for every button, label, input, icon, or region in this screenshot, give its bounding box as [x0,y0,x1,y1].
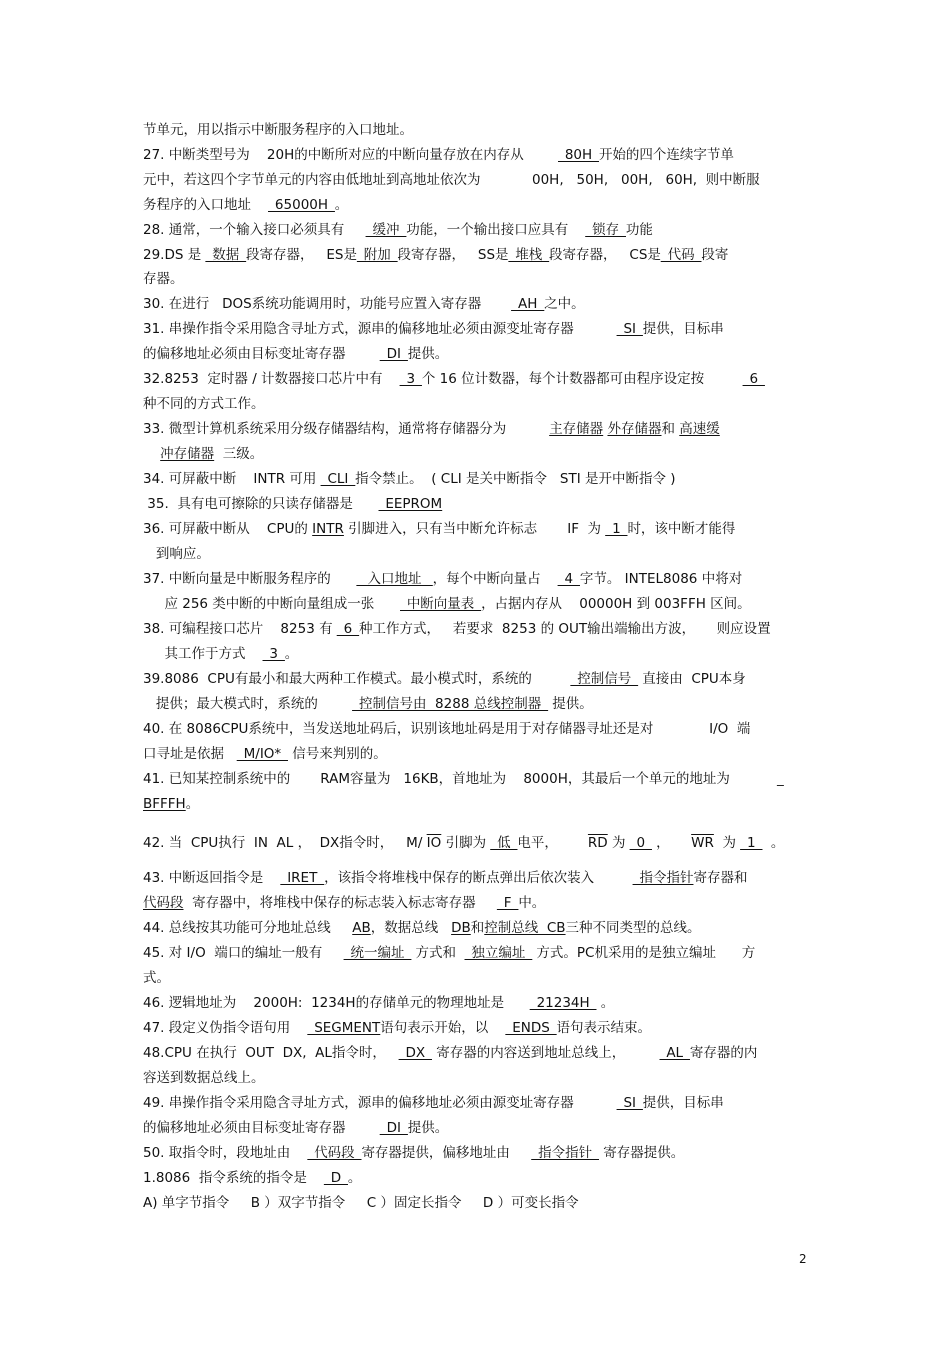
answer-blank: _65000H_ [268,197,335,213]
answer-blank: _21234H_ [529,995,597,1011]
text-line [143,270,813,288]
text-segment: 语句表示开始，以 [380,1020,506,1036]
answer-blank: _锁存_ [585,222,626,238]
text-segment: 电平， [517,835,588,851]
text-segment: 33. 微型计算机系统采用分级存储器结构，通常将存储器分为 [143,421,550,437]
text-line [143,1194,813,1212]
text-segment: 28. 通常，一个输入接口必须具有 [143,222,366,238]
answer-blank: _SI_ [616,1095,643,1111]
text-segment: 。 [284,646,299,662]
text-segment: 40. 在 8086CPU系统中，当发送地址码后，识别该地址码是用于对存储器寻址还是对 I/O 端 [143,721,751,737]
answer-blank: _数据_ [205,247,247,263]
answer-blank: _DX_ [398,1045,432,1061]
text-segment: 个 16 位计数器，每个计数器都可由程序设定按 [421,371,743,387]
text-segment: 种不同的方式工作。 [143,396,265,412]
text-segment: 的偏移地址必须由目标变址寄存器 [143,346,380,362]
text-segment: 寄存器提供。 [598,1145,685,1161]
text-segment: 语句表示结束。 [556,1020,652,1036]
text-segment: 46. 逻辑地址为 2000H: 1234H的存储单元的物理地址是 [143,995,530,1011]
answer-blank: _IRET_ [280,870,325,886]
answer-blank: 代码段 [143,895,184,911]
text-line [143,121,813,139]
text-segment: 38. 可编程接口芯片 8253 有 [143,621,337,637]
text-line [143,595,813,613]
text-segment: 31. 串操作指令采用隐含寻址方式，源串的偏移地址必须由源变址寄存器 [143,321,617,337]
text-line [143,545,813,563]
overlined-signal: $\overline{IO}$ [426,835,442,851]
text-line [143,1094,813,1112]
answer-blank: _指令指针_ [531,1145,599,1161]
answer-blank: _F_ [497,895,519,911]
text-line [143,894,813,912]
answer-blank: INTR [312,521,344,537]
text-line [143,320,813,338]
answer-blank: _6_ [742,371,765,387]
text-segment: 寄存器提供，偏移地址由 [361,1145,532,1161]
text-segment: 其工作于方式 [143,646,263,662]
answer-blank: _SEGMENT [307,1020,381,1036]
text-line [143,1019,813,1037]
text-segment: 时，该中断才能得 [627,521,736,537]
answer-blank: _ENDS_ [505,1020,557,1036]
text-line [143,370,813,388]
text-segment: 41. 已知某控制系统中的 RAM容量为 16KB，首地址为 8000H，其最后一个单元的地址为 _ [143,771,784,787]
text-segment: 字节。 INTEL8086 中将对 [579,571,743,587]
text-line [143,745,813,763]
text-segment: 32.8253 定时器 / 计数器接口芯片中有 [143,371,400,387]
text-line [143,795,813,813]
text-segment: 49. 串操作指令采用隐含寻址方式，源串的偏移地址必须由源变址寄存器 [143,1095,617,1111]
text-line [143,944,813,962]
text-line [143,620,813,638]
text-line [143,969,813,987]
text-segment: ，数据总线 [370,920,452,936]
answer-blank: _ 入口地址 _ [356,571,433,587]
text-segment: 容送到数据总线上。 [143,1070,265,1086]
text-segment [143,446,160,462]
answer-blank: _中断向量表_ [400,596,482,612]
text-segment: 中。 [518,895,546,911]
text-line [143,495,813,513]
text-line [143,395,813,413]
text-line [143,146,813,164]
text-segment: 存器。 [143,271,184,287]
answer-blank: _M/IO*_ [236,746,288,762]
text-segment: ，占据内存从 00000H 到 003FFH 区间。 [481,596,751,612]
text-segment: 口寻址是依据 [143,746,237,762]
text-segment: 为 [713,835,741,851]
text-segment: 方式和 [411,945,465,961]
answer-blank: _低_ [490,835,518,851]
text-segment: A) 单字节指令 B ）双字节指令 C ）固定长指令 D ）可变长指令 [143,1195,579,1211]
text-segment: 42. 当 CPU执行 IN AL ， DX指令时， M/ [143,835,427,851]
text-segment: 务程序的入口地址 [143,197,269,213]
text-line [143,1169,813,1187]
answer-blank: 外存储器 [607,421,662,437]
answer-blank: 高速缓 [679,421,720,437]
text-segment: 提供。 [407,346,449,362]
text-segment: 式。 [143,970,170,986]
page-number: 2 [799,1252,807,1266]
text-segment: ，该指令将堆栈中保存的断点弹出后依次装入 [324,870,633,886]
text-line [143,720,813,738]
answer-blank: _AL_ [659,1045,690,1061]
text-line [143,221,813,239]
text-segment: 种工作方式， 若要求 8253 的 OUT输出端输出方波， 则应设置 [358,621,771,637]
text-segment: 提供，目标串 [642,321,724,337]
text-line [143,1069,813,1087]
text-line [143,645,813,663]
text-segment: ，每个中断向量占 [432,571,558,587]
text-line [143,994,813,1012]
answer-blank: _AH_ [511,296,545,312]
answer-blank: 控制总线 CB [484,920,566,936]
answer-blank: _SI_ [616,321,643,337]
text-line [143,770,813,788]
text-segment: 48.CPU 在执行 OUT DX, AL指令时， [143,1045,399,1061]
text-line [143,196,813,214]
text-segment: 段寄存器， CS是 [549,247,661,263]
answer-blank: _EEPROM [378,496,443,512]
answer-blank: _DI_ [379,346,408,362]
text-segment: 37. 中断向量是中断服务程序的 [143,571,357,587]
text-line [143,1144,813,1162]
text-segment: 为 [607,835,630,851]
text-line [143,345,813,363]
text-segment: ， [651,835,692,851]
text-segment: 27. 中断类型号为 20H的中断所对应的中断向量存放在内存从 [143,147,559,163]
text-segment: 35. 具有电可擦除的只读存储器是 [143,496,379,512]
text-segment: 节单元，用以指示中断服务程序的入口地址。 [143,122,413,138]
answer-blank: _3_ [262,646,285,662]
overlined-signal: $\overline{WR}$ [691,835,714,851]
text-segment: 和 [661,421,680,437]
overlined-signal: $\overline{RD}$ [587,835,608,851]
text-line [143,869,813,887]
text-line [143,570,813,588]
text-segment: 43. 中断返回指令是 [143,870,281,886]
text-segment: 寄存器的内 [689,1045,758,1061]
text-line [143,171,813,189]
text-segment: 。 [185,796,200,812]
answer-blank: _代码_ [660,247,702,263]
text-segment: 寄存器中，将堆栈中保存的标志装入标志寄存器 [183,895,498,911]
answer-blank: _1_ [605,521,628,537]
answer-blank: _缓冲_ [365,222,407,238]
answer-blank: _独立编址_ [464,945,533,961]
text-segment: 三级。 [214,446,264,462]
answer-blank: _80H_ [558,147,599,163]
text-segment: 方式。PC机采用的是独立编址 方 [532,945,756,961]
answer-blank: _统一编址_ [343,945,412,961]
text-line [143,919,813,937]
answer-blank: _3_ [399,371,422,387]
text-line [143,420,813,438]
text-segment: 段寄存器， SS是 [397,247,509,263]
answer-blank: _代码段_ [307,1145,362,1161]
text-segment: 引脚进入，只有当中断允许标志 IF 为 [343,521,606,537]
answer-blank: DB [451,920,471,936]
answer-blank: _指令指针 [632,870,694,886]
text-segment: 50. 取指令时，段地址由 [143,1145,308,1161]
text-line [143,295,813,313]
answer-blank: _1_ [740,835,763,851]
text-segment: 。 [334,197,349,213]
text-line [143,246,813,264]
answer-blank: _DI_ [379,1120,408,1136]
answer-blank: _控制信号由 8288 总线控制器_ [352,696,548,712]
answer-blank: _堆栈_ [508,247,550,263]
text-segment: 段寄 [701,247,729,263]
text-line [143,670,813,688]
answer-blank: _D_ [323,1170,348,1186]
text-segment: 34. 可屏蔽中断 INTR 可用 [143,471,321,487]
text-segment: 元中，若这四个字节单元的内容由低地址到高地址依次为 00H, 50H, 00H, 60H, 则中断服 [143,172,760,188]
text-segment: 提供；最大模式时，系统的 [143,696,353,712]
answer-blank: _CLI_ [320,471,356,487]
answer-blank: 主存储器 [549,421,604,437]
text-segment: 。 [762,835,785,851]
answer-blank: _附加_ [357,247,398,263]
text-segment: 指令禁止。 ( CLI 是关中断指令 STI 是开中断指令 ) [355,471,676,487]
text-line [143,1119,813,1137]
answer-blank: 冲存储器 [160,446,215,462]
text-segment: 引脚为 [441,835,491,851]
text-segment: 提供，目标串 [642,1095,724,1111]
text-line [143,470,813,488]
text-segment: 的偏移地址必须由目标变址寄存器 [143,1120,380,1136]
text-segment: 36. 可屏蔽中断从 CPU的 [143,521,313,537]
text-segment: 到响应。 [143,546,210,562]
text-segment: 29.DS 是 [143,247,206,263]
text-segment: 1.8086 指令系统的指令是 [143,1170,324,1186]
text-segment: 开始的四个连续字节单 [598,147,734,163]
answer-blank: _控制信号_ [570,671,638,687]
text-segment: 信号来判别的。 [287,746,387,762]
text-segment: 30. 在进行 DOS系统功能调用时，功能号应置入寄存器 [143,296,512,312]
text-segment: 44. 总线按其功能可分地址总线 [143,920,353,936]
text-line [143,1044,813,1062]
text-segment: 直接由 CPU本身 [637,671,746,687]
text-segment: 功能 [625,222,653,238]
text-segment: 45. 对 I/O 端口的编址一般有 [143,945,344,961]
answer-blank: _0_ [629,835,652,851]
text-segment: 功能，一个输出接口应具有 [406,222,586,238]
text-line [143,445,813,463]
text-segment: 应 256 类中断的中断向量组成一张 [143,596,401,612]
text-segment: 47. 段定义伪指令语句用 [143,1020,308,1036]
text-segment: 提供。 [547,696,593,712]
answer-blank: _4_ [557,571,580,587]
text-segment: 寄存器的内容送到地址总线上， [431,1045,660,1061]
answer-blank: _6_ [336,621,359,637]
answer-blank: AB [352,920,371,936]
text-segment: 段寄存器， ES是 [246,247,358,263]
answer-blank: BFFFH [143,796,186,812]
text-segment: 之中。 [544,296,585,312]
text-segment: 寄存器和 [693,870,748,886]
text-line [143,520,813,538]
text-segment: 。 [347,1170,362,1186]
text-line [143,834,813,852]
text-segment: 39.8086 CPU有最小和最大两种工作模式。最小模式时，系统的 [143,671,571,687]
text-segment: 和 [470,920,485,936]
text-line [143,695,813,713]
text-segment: 。 [596,995,615,1011]
text-segment: 三种不同类型的总线。 [565,920,701,936]
text-segment: 提供。 [407,1120,449,1136]
